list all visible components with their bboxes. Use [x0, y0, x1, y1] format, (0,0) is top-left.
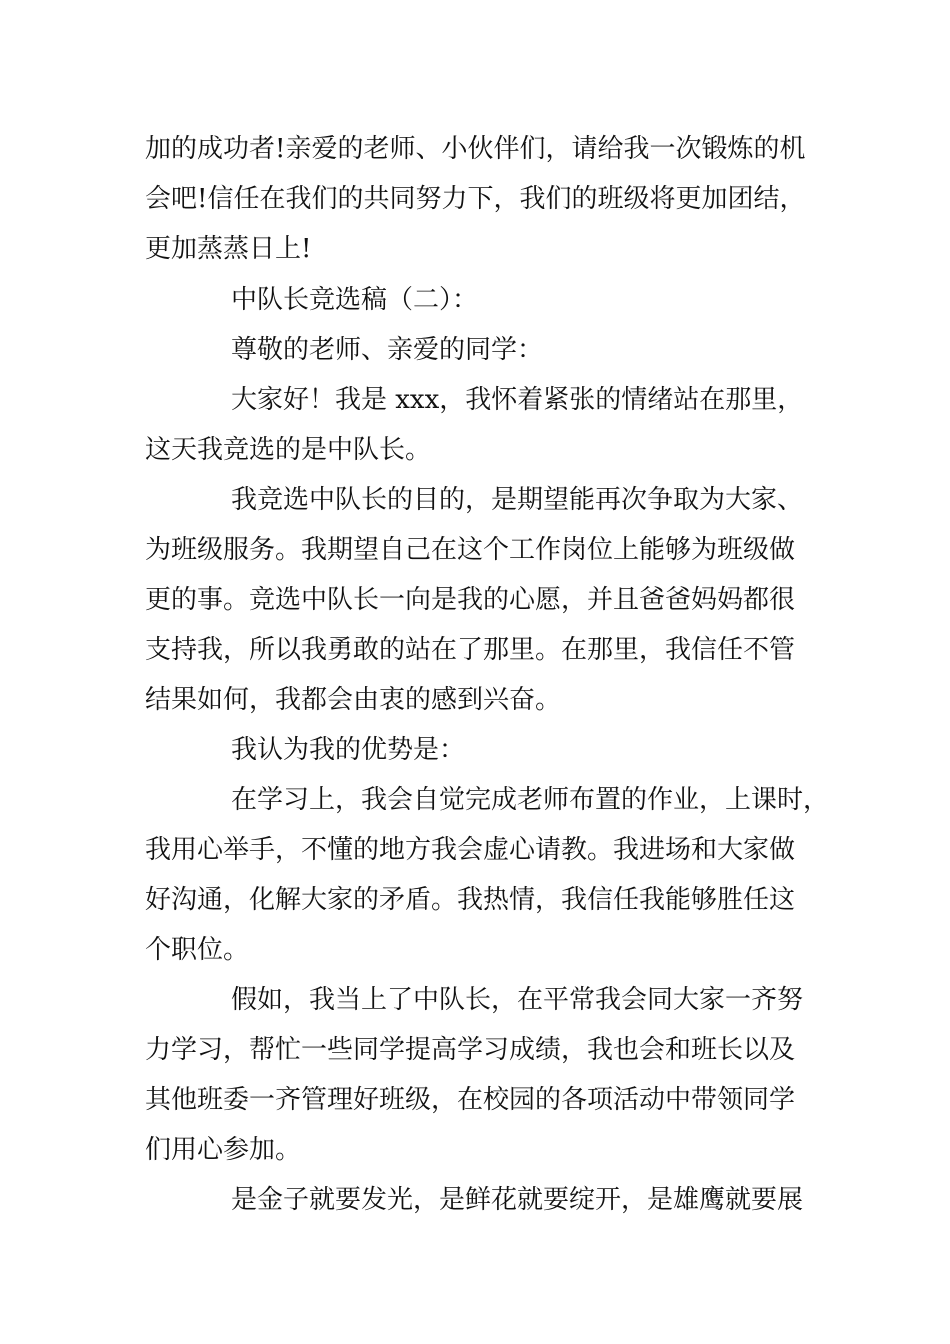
text-line: 们用心参加。: [145, 1135, 302, 1165]
text-line: 会吧!信任在我们的共同努力下，我们的班级将更加团结，: [145, 184, 806, 214]
text-line: 这天我竞选的是中队长。: [145, 435, 432, 465]
text-line: 假如，我当上了中队长，在平常我会同大家一齐努: [231, 985, 804, 1015]
text-line: 我用心举手，不懂的地方我会虚心请教。我进场和大家做: [145, 835, 796, 865]
text-line: 力学习，帮忙一些同学提高学习成绩，我也会和班长以及: [145, 1035, 796, 1065]
text-line: 是金子就要发光，是鲜花就要绽开，是雄鹰就要展: [231, 1185, 804, 1215]
text-line: 好沟通，化解大家的矛盾。我热情，我信任我能够胜任这: [145, 885, 796, 915]
salutation: 尊敬的老师、亲爱的同学：: [231, 335, 544, 365]
text-line: 我竞选中队长的目的，是期望能再次争取为大家、: [231, 485, 804, 515]
text-line: 为班级服务。我期望自己在这个工作岗位上能够为班级做: [145, 535, 796, 565]
text-line: 结果如何，我都会由衷的感到兴奋。: [145, 685, 562, 715]
text-line: 更的事。竞选中队长一向是我的心愿，并且爸爸妈妈都很: [145, 585, 796, 615]
text-line: 其他班委一齐管理好班级，在校园的各项活动中带领同学: [145, 1085, 796, 1115]
text-line: 大家好！我是 xxx，我怀着紧张的情绪站在那里，: [231, 385, 804, 415]
text-line: 更加蒸蒸日上!: [145, 234, 312, 264]
text-line: 在学习上，我会自觉完成老师布置的作业，上课时，: [231, 785, 830, 815]
text-line: 我认为我的优势是：: [231, 735, 466, 765]
section-heading: 中队长竞选稿（二）：: [231, 285, 479, 315]
text-line: 加的成功者!亲爱的老师、小伙伴们，请给我一次锻炼的机: [145, 134, 806, 164]
text-line: 个职位。: [145, 935, 250, 965]
text-line: 支持我，所以我勇敢的站在了那里。在那里，我信任不管: [145, 635, 796, 665]
